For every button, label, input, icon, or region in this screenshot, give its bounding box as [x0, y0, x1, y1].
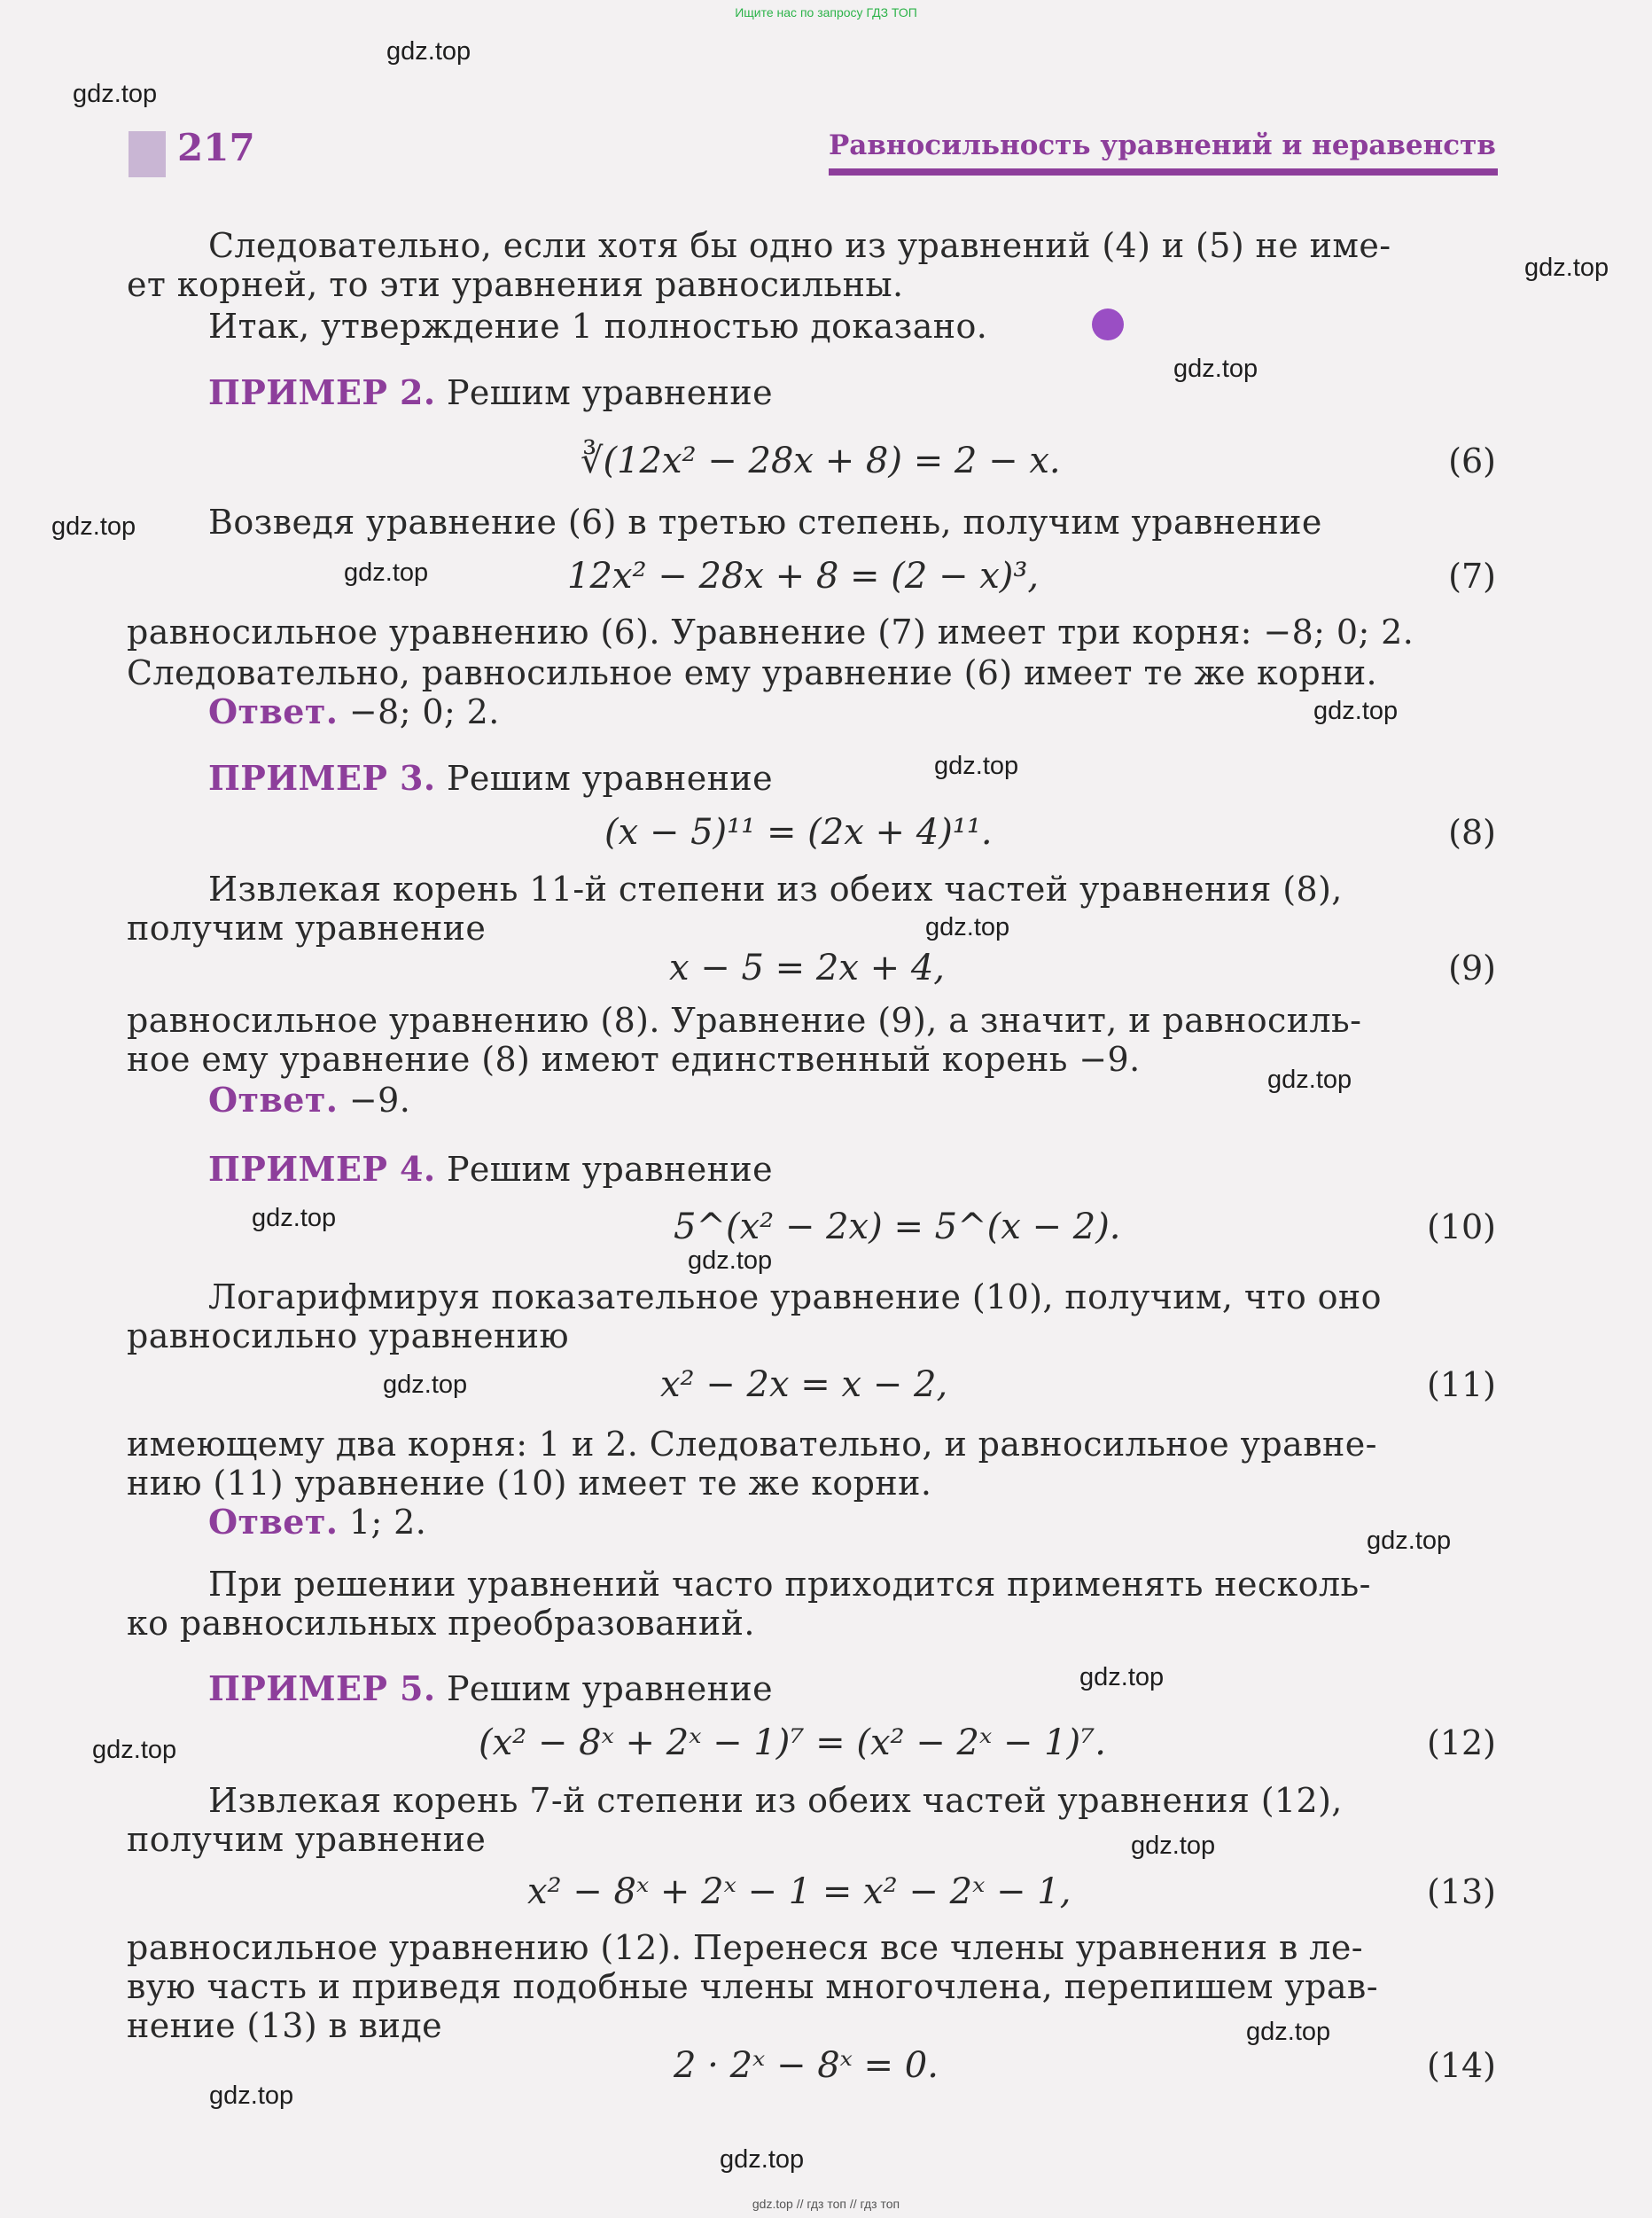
- equation-number: (12): [1426, 1723, 1496, 1762]
- text-line: Следовательно, равносильное ему уравнение (6) имеет те же корни.: [127, 653, 1378, 692]
- equation-8: (x − 5)¹¹ = (2x + 4)¹¹.: [604, 812, 993, 853]
- example-text: Решим уравнение: [446, 759, 773, 798]
- watermark: gdz.top: [1267, 1066, 1352, 1094]
- example-2-heading: [208, 374, 773, 411]
- example-label: ПРИМЕР 4.: [208, 1149, 436, 1189]
- equation-number: (10): [1426, 1207, 1496, 1246]
- watermark: gdz.top: [688, 1246, 773, 1275]
- watermark: gdz.top: [1524, 254, 1609, 282]
- answer-label: Ответ.: [208, 691, 339, 731]
- equation-12: (x² − 8ˣ + 2ˣ − 1)⁷ = (x² − 2ˣ − 1)⁷.: [479, 1722, 1106, 1763]
- equation-number: (8): [1448, 813, 1496, 852]
- watermark: gdz.top: [934, 752, 1019, 780]
- answer-4: [208, 1503, 426, 1541]
- watermark: gdz.top: [1131, 1831, 1216, 1860]
- text-line: получим уравнение: [127, 1820, 487, 1859]
- watermark: gdz.top: [1367, 1527, 1452, 1555]
- example-text: Решим уравнение: [446, 1669, 773, 1708]
- watermark: gdz.top: [925, 913, 1010, 941]
- example-3-heading: [208, 760, 773, 797]
- watermark: gdz.top: [73, 80, 158, 108]
- page-number: 217: [177, 126, 255, 169]
- equation-number: (13): [1426, 1872, 1496, 1911]
- watermark: gdz.top: [92, 1736, 177, 1764]
- example-label: ПРИМЕР 2.: [208, 372, 436, 412]
- equation-number: (11): [1426, 1365, 1496, 1404]
- text-line: нение (13) в виде: [127, 2006, 442, 2045]
- text-line: ное ему уравнение (8) имеют единственный корень −9.: [127, 1040, 1141, 1079]
- text-line: Следовательно, если хотя бы одно из уравнений (4) и (5) не име-: [208, 226, 1391, 265]
- text-line: Итак, утверждение 1 полностью доказано.: [208, 307, 988, 346]
- equation-13: x² − 8ˣ + 2ˣ − 1 = x² − 2ˣ − 1,: [527, 1871, 1071, 1912]
- running-title: Равносильность уравнений и неравенств: [829, 129, 1496, 161]
- example-label: ПРИМЕР 3.: [208, 758, 436, 798]
- text-line: вую часть и приведя подобные члены многочлена, перепишем урав-: [127, 1967, 1378, 2006]
- equation-11: x² − 2x = x − 2,: [660, 1364, 948, 1405]
- watermark: gdz.top: [386, 37, 471, 66]
- page-number-marker: [129, 131, 166, 177]
- equation-14: 2 · 2ˣ − 8ˣ = 0.: [674, 2045, 939, 2086]
- text-line: имеющему два корня: 1 и 2. Следовательно, и равносильное уравне-: [127, 1425, 1377, 1464]
- watermark: gdz.top: [383, 1371, 468, 1399]
- watermark: gdz.top: [344, 558, 429, 587]
- example-5-heading: [208, 1670, 773, 1707]
- text-line: ет корней, то эти уравнения равносильны.: [127, 265, 904, 304]
- text-line: равносильное уравнению (8). Уравнение (9), а значит, и равносиль-: [127, 1001, 1362, 1040]
- answer-label: Ответ.: [208, 1080, 339, 1120]
- example-4-heading: [208, 1151, 773, 1188]
- example-label: ПРИМЕР 5.: [208, 1668, 436, 1708]
- equation-number: (7): [1448, 557, 1496, 596]
- watermark: gdz.top: [720, 2145, 805, 2174]
- text-line: Логарифмируя показательное уравнение (10), получим, что оно: [208, 1277, 1382, 1316]
- watermark: gdz.top: [209, 2081, 294, 2110]
- example-text: Решим уравнение: [446, 373, 773, 412]
- top-banner[interactable]: Ищите нас по запросу ГДЗ ТОП: [735, 5, 917, 20]
- text-line: нию (11) уравнение (10) имеет те же корни.: [127, 1464, 932, 1503]
- equation-9: x − 5 = 2x + 4,: [669, 948, 946, 988]
- text-line: Извлекая корень 11-й степени из обеих частей уравнения (8),: [208, 870, 1343, 909]
- answer-value: 1; 2.: [348, 1503, 427, 1542]
- watermark: gdz.top: [1079, 1663, 1165, 1691]
- answer-2: [208, 693, 500, 730]
- equation-6: ∛(12x² − 28x + 8) = 2 − x.: [581, 441, 1061, 481]
- answer-value: −9.: [348, 1081, 411, 1120]
- equation-number: (9): [1448, 949, 1496, 988]
- text-line: равносильное уравнению (12). Перенеся все члены уравнения в ле-: [127, 1928, 1363, 1967]
- equation-7: 12x² − 28x + 8 = (2 − x)³,: [567, 556, 1040, 597]
- text-line: ко равносильных преобразований.: [127, 1604, 755, 1643]
- example-text: Решим уравнение: [446, 1150, 773, 1189]
- text-line: При решении уравнений часто приходится применять несколь-: [208, 1565, 1371, 1604]
- answer-label: Ответ.: [208, 1502, 339, 1542]
- watermark: gdz.top: [51, 512, 136, 541]
- header-rule: [829, 168, 1498, 176]
- footer-links[interactable]: gdz.top // гдз топ // гдз топ: [752, 2197, 900, 2211]
- watermark: gdz.top: [1313, 697, 1399, 725]
- text-line: Возведя уравнение (6) в третью степень, получим уравнение: [208, 503, 1322, 542]
- answer-3: [208, 1082, 410, 1119]
- equation-10: 5^(x² − 2x) = 5^(x − 2).: [674, 1207, 1121, 1247]
- end-of-proof-bullet: [1092, 308, 1124, 340]
- watermark: gdz.top: [1246, 2018, 1331, 2046]
- text-line: равносильно уравнению: [127, 1316, 569, 1355]
- equation-number: (6): [1448, 441, 1496, 480]
- equation-number: (14): [1426, 2046, 1496, 2085]
- text-line: Извлекая корень 7-й степени из обеих частей уравнения (12),: [208, 1781, 1343, 1820]
- answer-value: −8; 0; 2.: [348, 692, 500, 731]
- text-line: получим уравнение: [127, 909, 487, 948]
- watermark: gdz.top: [252, 1204, 337, 1232]
- watermark: gdz.top: [1173, 355, 1258, 383]
- text-line: равносильное уравнению (6). Уравнение (7) имеет три корня: −8; 0; 2.: [127, 613, 1414, 652]
